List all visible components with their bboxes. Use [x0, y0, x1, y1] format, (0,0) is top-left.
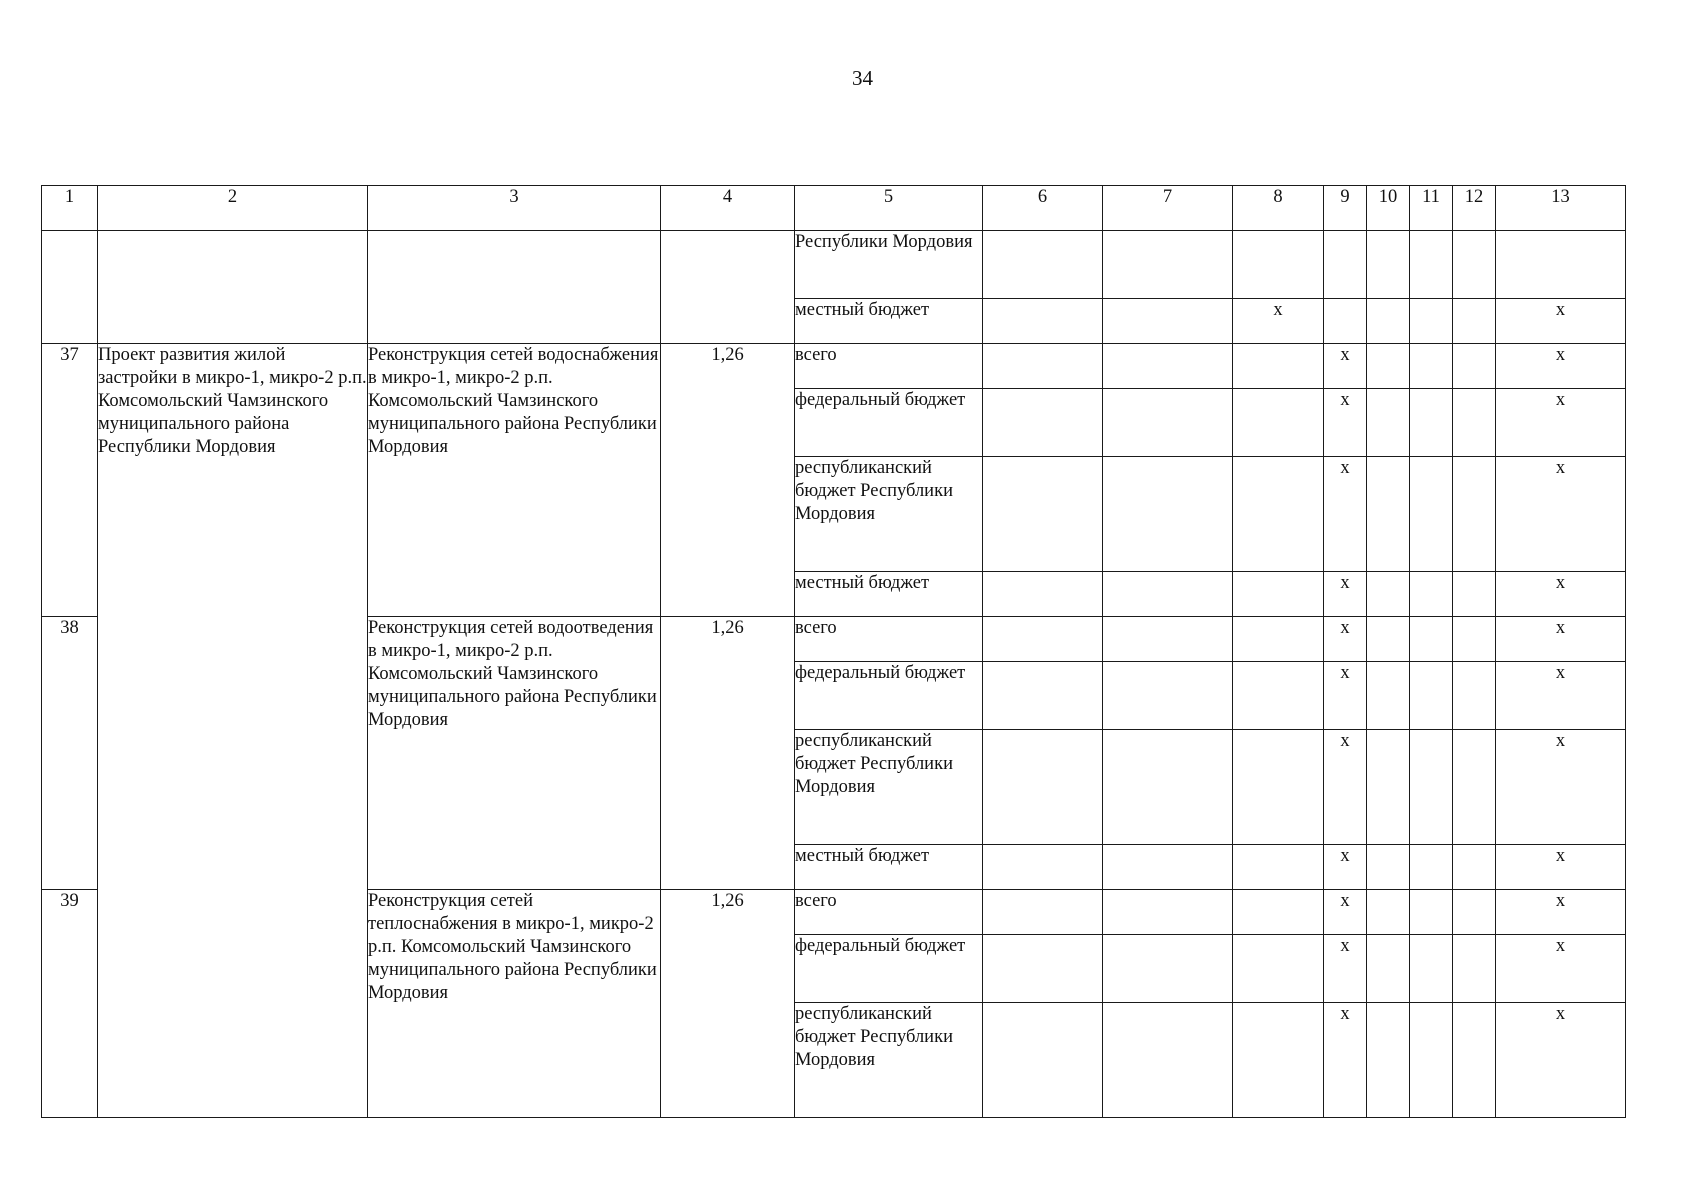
empty-cell [661, 231, 795, 344]
header-cell-9: 9 [1324, 186, 1367, 231]
funding-source-republican: республиканский бюджет Республики Мордовия [795, 1003, 983, 1118]
header-cell-12: 12 [1453, 186, 1496, 231]
header-cell-7: 7 [1103, 186, 1233, 231]
empty-cell [42, 231, 98, 344]
header-cell-10: 10 [1367, 186, 1410, 231]
mark-col13: x [1496, 845, 1626, 890]
funding-source-federal: федеральный бюджет [795, 935, 983, 1003]
mark-col13: x [1496, 730, 1626, 845]
object-value: 1,26 [661, 344, 795, 617]
row-number: 38 [42, 617, 98, 890]
funding-source-republican: республиканский бюджет Республики Мордовия [795, 730, 983, 845]
funding-source-local: местный бюджет [795, 572, 983, 617]
mark-col13: x [1496, 1003, 1626, 1118]
header-cell-11: 11 [1410, 186, 1453, 231]
object-name: Реконструкция сетей водоснабжения в микро-1, микро-2 р.п. Комсомольский Чамзинского муниципального района Республики Мордовия [368, 344, 661, 617]
mark-col9: x [1324, 662, 1367, 730]
header-cell-13: 13 [1496, 186, 1626, 231]
page-number: 34 [852, 66, 873, 90]
funding-source-total: всего [795, 344, 983, 389]
header-cell-1: 1 [42, 186, 98, 231]
funding-source-continued: Республики Мордовия [795, 231, 983, 299]
funding-source-local: местный бюджет [795, 845, 983, 890]
mark-col9: x [1324, 457, 1367, 572]
funding-source-republican: республиканский бюджет Республики Мордовия [795, 457, 983, 572]
funding-source-federal: федеральный бюджет [795, 662, 983, 730]
mark-col13: x [1496, 662, 1626, 730]
mark-col13: x [1496, 299, 1626, 344]
funding-source-federal: федеральный бюджет [795, 389, 983, 457]
mark-col9: x [1324, 1003, 1367, 1118]
mark-col9: x [1324, 389, 1367, 457]
mark-col9: x [1324, 572, 1367, 617]
table-row [42, 344, 1626, 389]
mark-col9: x [1324, 890, 1367, 935]
header-cell-3: 3 [368, 186, 661, 231]
mark-col9: x [1324, 617, 1367, 662]
header-row [42, 186, 1626, 231]
header-cell-5: 5 [795, 186, 983, 231]
empty-cell [98, 231, 368, 344]
mark-col13: x [1496, 389, 1626, 457]
table-row [42, 231, 1626, 299]
object-value: 1,26 [661, 617, 795, 890]
mark-col9: x [1324, 935, 1367, 1003]
mark-col9: x [1324, 730, 1367, 845]
funding-source-local: местный бюджет [795, 299, 983, 344]
mark-col13: x [1496, 572, 1626, 617]
row-number: 37 [42, 344, 98, 617]
budget-table [41, 185, 1626, 1118]
header-cell-8: 8 [1233, 186, 1324, 231]
mark-col9: x [1324, 845, 1367, 890]
header-cell-2: 2 [98, 186, 368, 231]
mark-col13: x [1496, 344, 1626, 389]
object-name: Реконструкция сетей водоотведения в микро-1, микро-2 р.п. Комсомольский Чамзинского муниципального района Республики Мордовия [368, 617, 661, 890]
object-value: 1,26 [661, 890, 795, 1118]
mark-col9: x [1324, 344, 1367, 389]
object-name: Реконструкция сетей теплоснабжения в микро-1, микро-2 р.п. Комсомольский Чамзинского муниципального района Республики Мордовия [368, 890, 661, 1118]
mark-col13: x [1496, 935, 1626, 1003]
header-cell-4: 4 [661, 186, 795, 231]
funding-source-total: всего [795, 617, 983, 662]
mark-col13: x [1496, 457, 1626, 572]
header-cell-6: 6 [983, 186, 1103, 231]
empty-cell [368, 231, 661, 344]
mark-col13: x [1496, 617, 1626, 662]
mark-col8: x [1233, 299, 1324, 344]
mark-col13: x [1496, 890, 1626, 935]
funding-source-total: всего [795, 890, 983, 935]
row-number: 39 [42, 890, 98, 1118]
project-name: Проект развития жилой застройки в микро-1, микро-2 р.п. Комсомольский Чамзинского муниципального района Республики Мордовия [98, 344, 368, 1118]
